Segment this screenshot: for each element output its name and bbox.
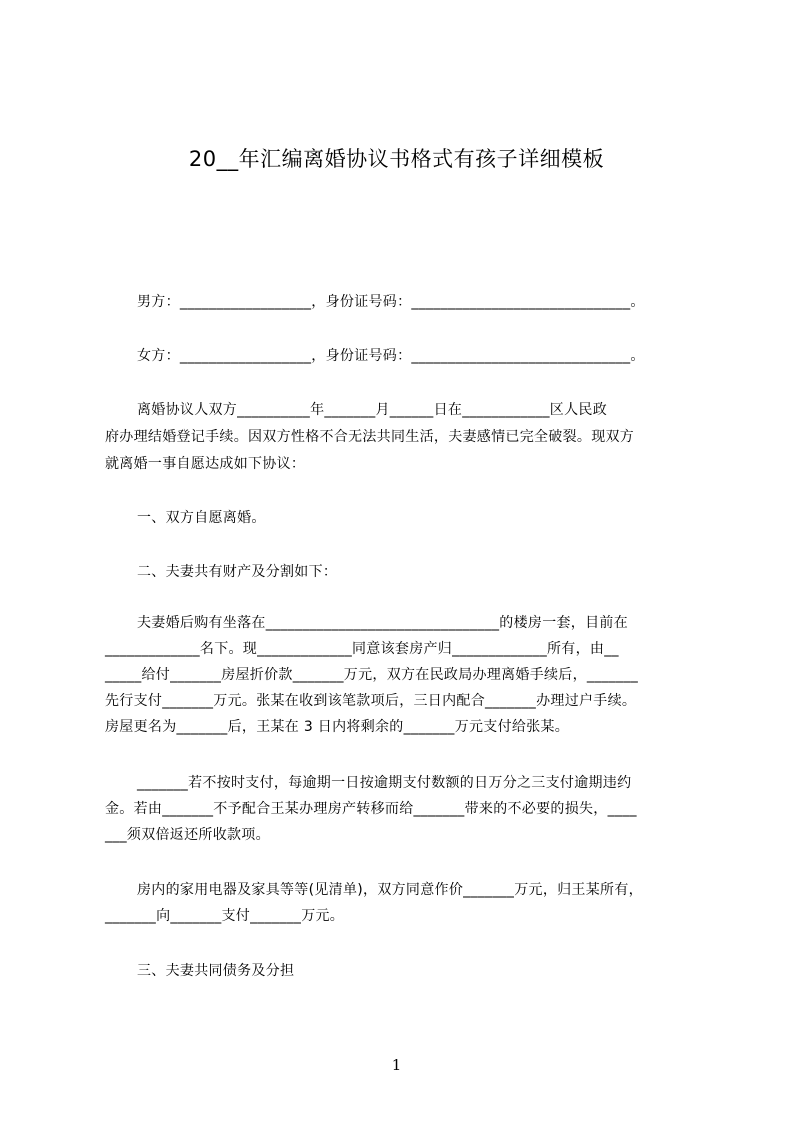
clause-3: 三、夫妻共同债务及分担 <box>137 963 295 979</box>
property-line-1: 夫妻婚后购有坐落在________________________________的楼房一套，目前在 <box>137 615 628 631</box>
party-male-line: 男方：__________________，身份证号码：______________________________。 <box>137 294 645 310</box>
party-female-line: 女方：__________________，身份证号码：______________________________。 <box>137 348 645 364</box>
clause-2: 二、夫妻共有财产及分割如下： <box>137 564 338 580</box>
property-line-3: _____给付_______房屋折价款_______万元，双方在民政局办理离婚手续后，_______ <box>105 667 638 683</box>
document-title: 20__年汇编离婚协议书格式有孩子详细模板 <box>188 147 605 171</box>
penalty-line-3: ___须双倍返还所收款项。 <box>105 827 270 843</box>
intro-line-3: 就离婚一事自愿达成如下协议： <box>105 456 306 472</box>
penalty-line-1: _______若不按时支付，每逾期一日按逾期支付数额的日万分之三支付逾期违约 <box>137 775 632 791</box>
intro-line-2: 府办理结婚登记手续。因双方性格不合无法共同生活，夫妻感情已完全破裂。现双方 <box>105 429 635 445</box>
intro-line-1: 离婚协议人双方__________年_______月______日在____________区人民政 <box>137 402 607 418</box>
penalty-line-2: 金。若由_______不予配合王某办理房产转移而给_______带来的不必要的损失，____ <box>105 801 637 817</box>
property-line-4: 先行支付_______万元。张某在收到该笔款项后，三日内配合_______办理过户手续。 <box>105 693 637 709</box>
furniture-line-1: 房内的家用电器及家具等等(见清单)，双方同意作价_______万元，归王某所有， <box>137 882 643 898</box>
property-line-5: 房屋更名为_______后，王某在 3 日内将剩余的_______万元支付给张某。 <box>105 719 570 735</box>
clause-1: 一、双方自愿离婚。 <box>137 510 266 526</box>
page-number: 1 <box>391 1056 402 1074</box>
property-line-2: _____________名下。现_____________同意该套房产归_____________所有，由__ <box>105 641 619 657</box>
furniture-line-2: _______向_______支付_______万元。 <box>105 908 345 924</box>
